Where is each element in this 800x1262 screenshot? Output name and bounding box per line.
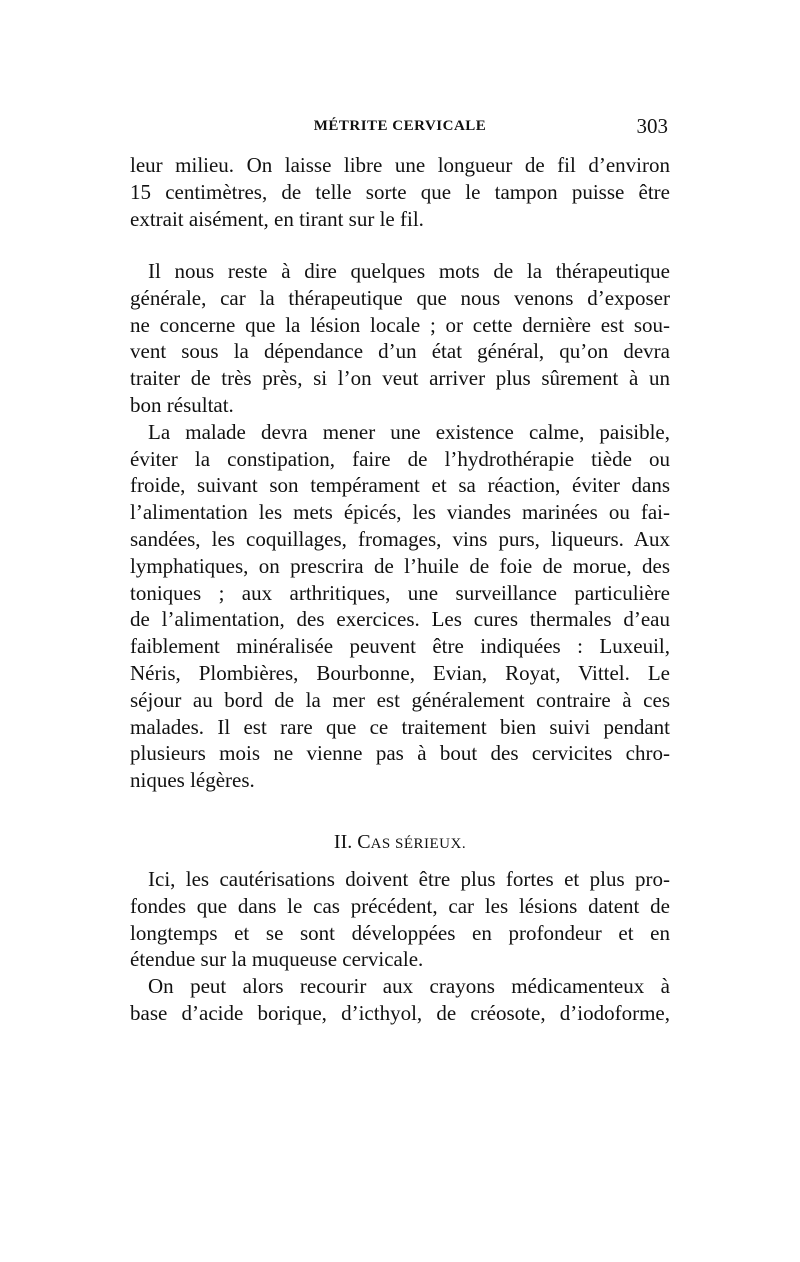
text-line: extrait aisément, en tirant sur le fil.: [130, 206, 424, 231]
text-line: éviter la constipation, faire de l’hydrothérapie tiède ou: [130, 446, 670, 471]
paragraph-general-therapy: [130, 258, 670, 794]
text-line: Il nous reste à dire quelques mots de la thérapeutique: [148, 259, 670, 283]
text-line: de l’alimentation, des exercices. Les cures thermales d’eau: [130, 607, 670, 632]
text-line: niques légères.: [130, 768, 255, 793]
text-line: longtemps et se sont développées en profondeur et en: [130, 920, 670, 945]
section-title: [357, 831, 466, 853]
text-line: générale, car la thérapeutique que nous venons d’exposer: [130, 285, 670, 310]
text-line: l’alimentation les mets épicés, les viandes marinées ou fai-: [130, 500, 670, 525]
text-line: base d’acide borique, d’icthyol, de créosote, d’iodoforme,: [130, 1000, 670, 1025]
text-line: 15 centimètres, de telle sorte que le tampon puisse être: [130, 179, 670, 204]
text-line: ne concerne que la lésion locale ; or cette dernière est sou-: [130, 312, 670, 337]
text-line: étendue sur la muqueuse cervicale.: [130, 947, 424, 972]
text-line: Ici, les cautérisations doivent être plus fortes et plus pro-: [148, 867, 670, 891]
text-line: Néris, Plombières, Bourbonne, Evian, Royat, Vittel. Le: [130, 660, 670, 685]
text-line: La malade devra mener une existence calme, paisible,: [148, 419, 670, 444]
section-number: II.: [333, 831, 353, 853]
section-heading: [130, 828, 670, 856]
page-number: 303: [636, 114, 668, 138]
running-header: [130, 114, 670, 140]
text-line: séjour au bord de la mer est généralement contraire à ces: [130, 687, 670, 712]
text-line: fondes que dans le cas précédent, car les lésions datent de: [130, 893, 670, 918]
text-line: leur milieu. On laisse libre une longueur de fil d’environ: [130, 153, 670, 177]
running-title: MÉTRITE CERVICALE: [313, 118, 487, 134]
section-title-initial: C: [357, 831, 371, 853]
paragraph-serious-cases: [130, 866, 670, 1027]
text-line: toniques ; aux arthritiques, une surveillance particulière: [130, 580, 670, 605]
paragraph-continuation: [130, 152, 670, 232]
text-line: On peut alors recourir aux crayons médicamenteux à: [148, 974, 670, 999]
text-line: faiblement minéralisée peuvent être indiquées : Luxeuil,: [130, 634, 670, 659]
text-line: sandées, les coquillages, fromages, vins purs, liqueurs. Aux: [130, 526, 670, 551]
text-line: bon résultat.: [130, 392, 234, 417]
text-line: froide, suivant son tempérament et sa réaction, éviter dans: [130, 473, 670, 498]
text-line: traiter de très près, si l’on veut arriver plus sûrement à un: [130, 366, 670, 391]
text-line: vent sous la dépendance d’un état général, qu’on devra: [130, 339, 670, 364]
section-title-small-caps: AS SÉRIEUX.: [370, 836, 467, 852]
text-line: lymphatiques, on prescrira de l’huile de foie de morue, des: [130, 553, 670, 578]
text-line: plusieurs mois ne vienne pas à bout des cervicites chro-: [130, 741, 670, 766]
text-line: malades. Il est rare que ce traitement bien suivi pendant: [130, 714, 670, 739]
